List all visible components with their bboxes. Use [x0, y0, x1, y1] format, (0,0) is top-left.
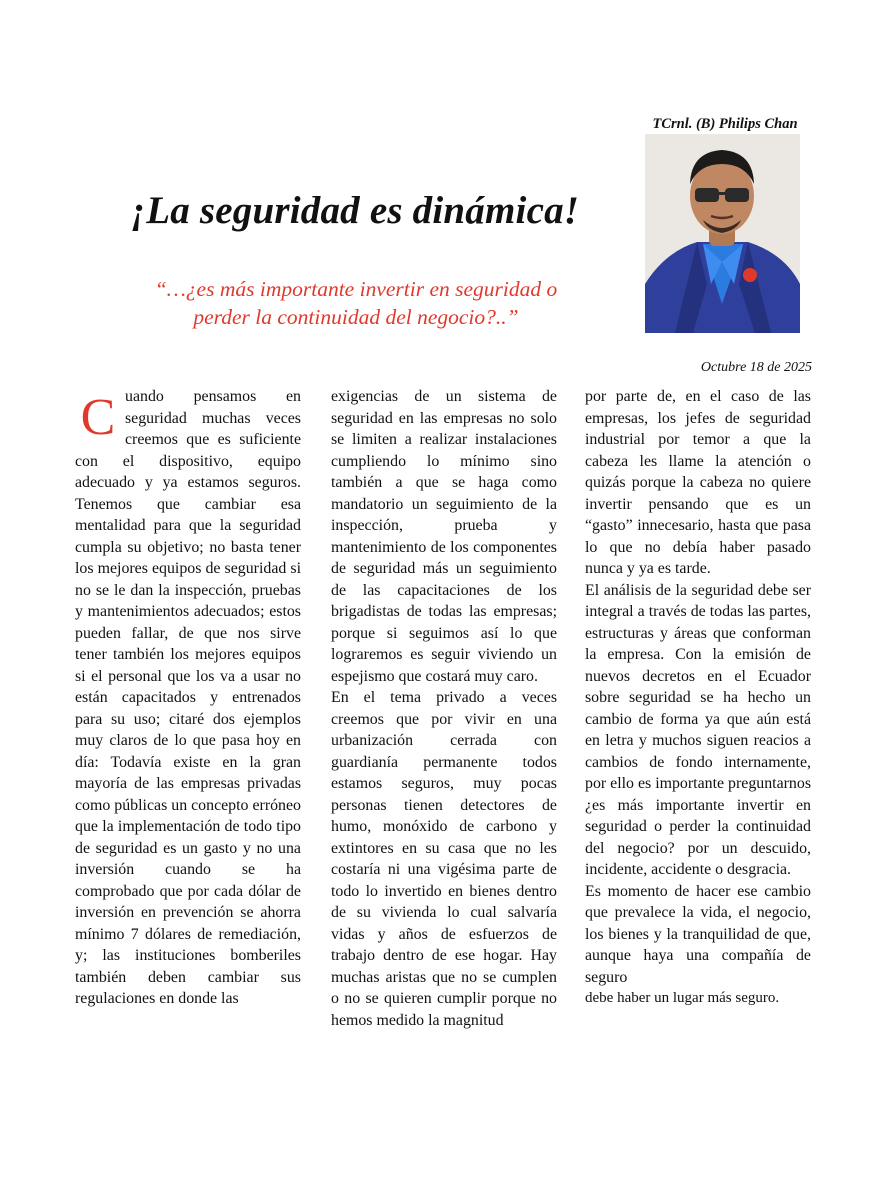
column-3-paragraph-1: por parte de, en el caso de las empresas, los jefes de seguridad industrial por temor a que la cabeza les llame la atención o quizás porque la cabeza no quiere invertir pensando que es un “gasto” innecesario, hasta que pasa lo que no debía haber pasado nunca y ya es tarde. — [585, 388, 811, 577]
column-3-closing-line: debe haber un lugar más seguro. — [585, 990, 780, 1006]
column-3-paragraph-2: El análisis de la seguridad debe ser integral a través de todas las partes, estructuras y áreas que conforman la empresa. Con la emisión de nuevos decretos en el Ecuador sobre seguridad se ha hecho un cambio de forma ya que aún está en letra y muchos siguen reacios a cambios de fondo internamente, por ello es importante preguntarnos ¿es más importante invertir en seguridad o perder la continuidad del negocio? por un descuido, incidente, accidente o desgracia. — [585, 581, 811, 878]
pull-quote-line-2: perder la continuidad del negocio?..” — [193, 305, 519, 329]
column-3-paragraph-3: Es momento de hacer ese cambio que prevalece la vida, el negocio, los bienes y la tranquilidad de que, aunque haya una compañía de seguro — [585, 882, 811, 986]
author-name: TCrnl. (B) Philips Chan — [652, 116, 798, 132]
author-photo — [645, 134, 800, 333]
article-column-2 — [331, 386, 557, 1031]
column-1-paragraph: uando pensamos en seguridad muchas veces creemos que es suficiente con el dispositivo, equipo adecuado y ya estamos seguros. Tenemos que cambiar esa mentalidad para que la seguridad cumpla su objetivo; no basta tener los mejores equipos de seguridad si no se le dan la inspección, pruebas y mantenimientos adecuados; estos pueden fallar, de que nos sirve tener también los mejores equipos si el personal que los va a usar no están capacitados y entrenados para su uso; citaré dos ejemplos muy claros de lo que pasa hoy en día: Todavía existe en la gran mayoría de las empresas privadas como públicas un concepto erróneo que la implementación de todo tipo de seguridad es un gasto y no una inversión cuando se ha comprobado que por cada dólar de inversión en prevención se ahorra mínimo 7 dólares de remediación, y; las instituciones bomberiles también deben cambiar sus regulaciones en donde las — [75, 388, 301, 1007]
article-column-3 — [585, 386, 811, 1010]
article-column-1 — [75, 386, 301, 1010]
drop-cap: C — [80, 389, 116, 446]
column-2-paragraph-2: En el tema privado a veces creemos que por vivir en una urbanización cerrada con guardianía permanente todos estamos seguros, muy pocas personas tienen detectores de humo, monóxido de carbono y extintores en su casa que no les costaría ni una vigésima parte de todo lo invertido en bienes dentro de su vivienda lo cual salvaría vidas y años de esfuerzos de trabajo dentro de ese hogar. Hay muchas aristas que no se cumplen o no se quieren cumplir porque no hemos medido la magnitud — [331, 689, 557, 1029]
pull-quote — [96, 275, 616, 331]
pull-quote-line-1: “…¿es más importante invertir en seguridad o — [154, 277, 558, 301]
publication-date: Octubre 18 de 2025 — [700, 360, 812, 375]
author-portrait-image — [645, 134, 800, 333]
article-title: ¡La seguridad es dinámica! — [130, 189, 580, 232]
column-2-paragraph-1: exigencias de un sistema de seguridad en las empresas no solo se limiten a realizar instalaciones cumpliendo lo mínimo sino también a que se haga como mandatorio un seguimiento de la inspección, prueba y mantenimiento de los componentes de seguridad más un seguimiento de las capacitaciones de los brigadistas de todas las empresas; porque si seguimos así lo que lograremos es seguir viviendo un espejismo que costará muy caro. — [331, 388, 557, 685]
